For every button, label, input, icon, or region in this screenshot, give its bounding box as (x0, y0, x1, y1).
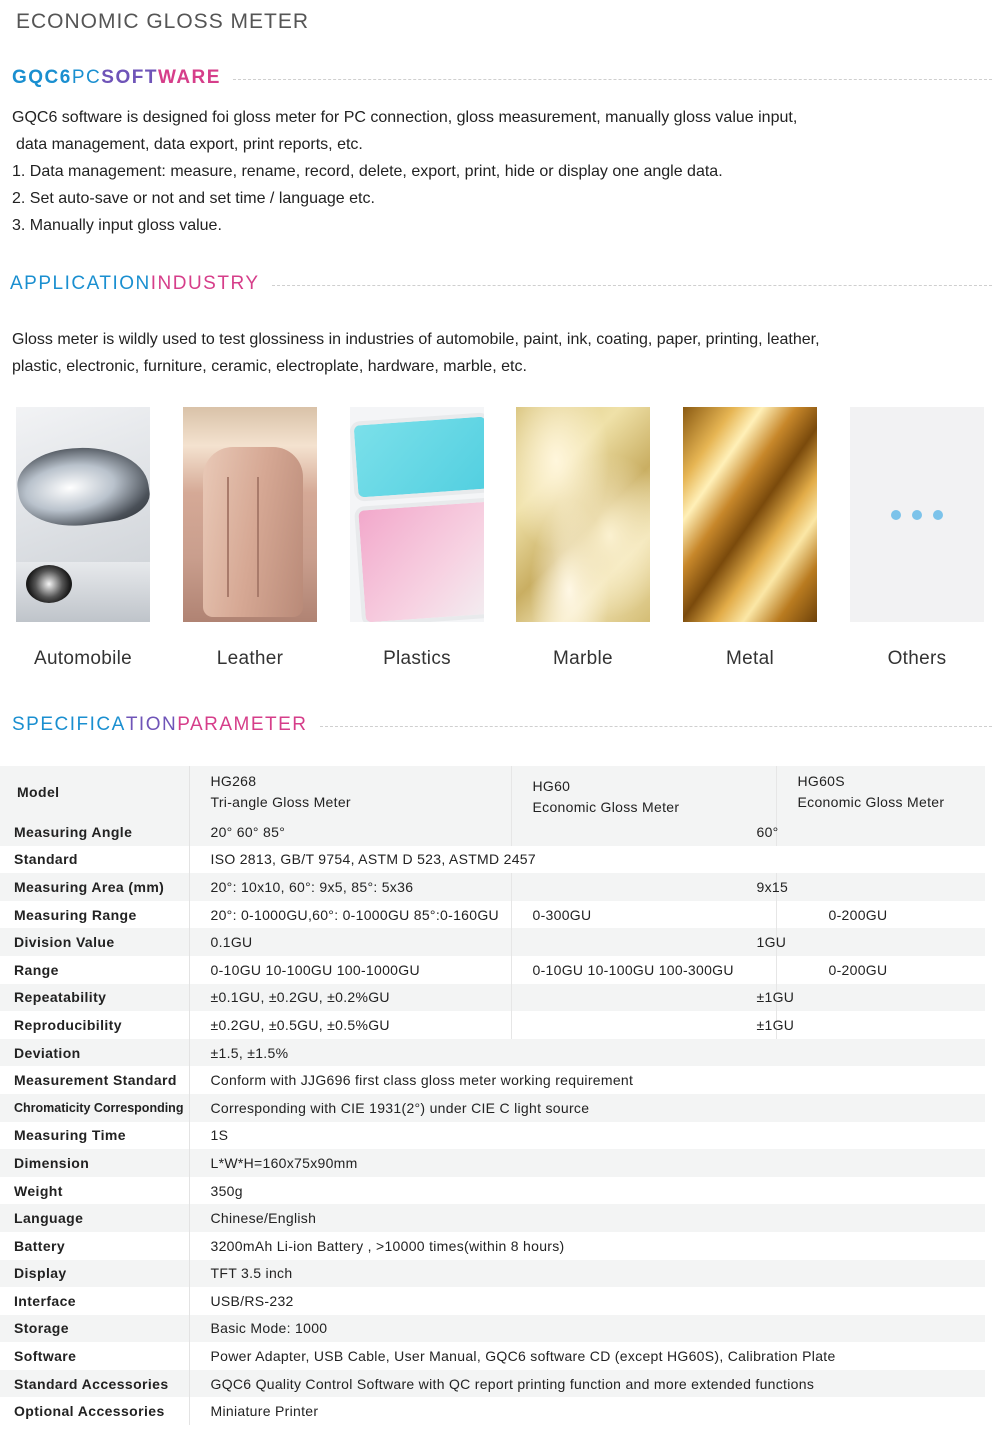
spec-key: Software (0, 1342, 189, 1370)
spec-row (0, 1149, 985, 1177)
spec-row (0, 984, 985, 1012)
spec-key: Display (0, 1260, 189, 1288)
spec-row (0, 846, 985, 874)
spec-row (0, 1370, 985, 1398)
spec-value-hg60 (511, 984, 776, 1012)
software-description (12, 104, 940, 239)
industry-label-leather: Leather (216, 648, 284, 669)
software-title-part-2: PC (71, 67, 102, 88)
spec-row (0, 1011, 985, 1039)
spec-title-part-3: PARAMETER (177, 714, 308, 735)
spec-value-all-models: USB/RS-232 (189, 1287, 985, 1315)
software-line-1: GQC6 software is designed foi gloss meter for PC connection, gloss measurement, manually gloss value input, (12, 109, 798, 126)
spec-value-all-models: Miniature Printer (189, 1397, 985, 1425)
industry-label-others: Others (887, 648, 947, 669)
software-title-part-3: SOFT (101, 67, 158, 88)
software-line-2: data management, data export, print reports, etc. (16, 136, 363, 153)
spec-value-hg268: 0.1GU (189, 928, 511, 956)
spec-key: Division Value (0, 928, 189, 956)
model-hg60s (776, 766, 985, 818)
spec-key: Standard (0, 846, 189, 874)
plastics-image (350, 407, 484, 622)
software-section-title (12, 65, 992, 91)
spec-value-hg60: 0-300GU (511, 901, 776, 929)
spec-key: Measurement Standard (0, 1066, 189, 1094)
spec-value-all-models: Corresponding with CIE 1931(2°) under CIE C light source (189, 1094, 985, 1122)
marble-image (516, 407, 650, 622)
industry-tile-metal (683, 407, 817, 670)
spec-row (0, 928, 985, 956)
automobile-image (16, 407, 150, 622)
spec-value-hg60 (511, 928, 776, 956)
spec-value-hg268: 20°: 10x10, 60°: 9x5, 85°: 5x36 (189, 873, 511, 901)
model-name: HG268 (210, 773, 257, 789)
spec-value-all-models: Power Adapter, USB Cable, User Manual, GQC6 software CD (except HG60S), Calibration Plate (189, 1342, 985, 1370)
model-hg60 (511, 766, 776, 818)
spec-value-all-models: ±1.5, ±1.5% (189, 1039, 985, 1067)
spec-row (0, 873, 985, 901)
spec-row (0, 1177, 985, 1205)
software-line-4: 2. Set auto-save or not and set time / language etc. (12, 190, 375, 207)
spec-value-hg60s: 1GU (776, 928, 985, 956)
industry-tile-others (850, 407, 984, 670)
application-title-part-2: INDUSTRY (150, 273, 260, 294)
spec-section-title (12, 712, 992, 738)
spec-key: Battery (0, 1232, 189, 1260)
spec-row (0, 818, 985, 846)
spec-key: Interface (0, 1287, 189, 1315)
leather-image (183, 407, 317, 622)
section-divider (233, 79, 992, 80)
spec-value-all-models: 3200mAh Li-ion Battery , >10000 times(within 8 hours) (189, 1232, 985, 1260)
spec-value-hg60 (511, 818, 776, 846)
model-description: Economic Gloss Meter (797, 794, 945, 810)
application-line-1: Gloss meter is wildly used to test glossiness in industries of automobile, paint, ink, coating, paper, printing, leather, (12, 331, 820, 348)
spec-key: Optional Accessories (0, 1397, 189, 1425)
spec-value-hg60s: ±1GU (776, 1011, 985, 1039)
spec-value-hg268: 20°: 0-1000GU,60°: 0-1000GU 85°:0-160GU (189, 901, 511, 929)
industry-label-plastics: Plastics (383, 648, 451, 669)
application-section-title (10, 271, 992, 297)
industry-tile-automobile (16, 407, 150, 670)
more-dot-icon (912, 510, 922, 520)
spec-header-row (0, 766, 985, 818)
spec-value-all-models: Conform with JJG696 first class gloss meter working requirement (189, 1066, 985, 1094)
spec-row (0, 1342, 985, 1370)
spec-row (0, 901, 985, 929)
more-dot-icon (891, 510, 901, 520)
spec-key: Deviation (0, 1039, 189, 1067)
specification-table (0, 766, 985, 1425)
spec-header-key: Model (0, 766, 189, 818)
spec-title-part-2: TION (125, 714, 178, 735)
spec-row (0, 1287, 985, 1315)
spec-value-hg60s: 60° (776, 818, 985, 846)
spec-value-all-models: Basic Mode: 1000 (189, 1315, 985, 1343)
spec-key: Standard Accessories (0, 1370, 189, 1398)
industry-tile-plastics (350, 407, 484, 670)
spec-value-hg60 (511, 1011, 776, 1039)
more-dot-icon (933, 510, 943, 520)
spec-key: Measuring Range (0, 901, 189, 929)
spec-key: Range (0, 956, 189, 984)
spec-row (0, 1232, 985, 1260)
spec-row (0, 1260, 985, 1288)
spec-row (0, 1204, 985, 1232)
spec-key: Language (0, 1204, 189, 1232)
spec-row (0, 1315, 985, 1343)
spec-value-hg60s: 9x15 (776, 873, 985, 901)
spec-row (0, 1066, 985, 1094)
application-line-2: plastic, electronic, furniture, ceramic, electroplate, hardware, marble, etc. (12, 358, 527, 375)
spec-key: Dimension (0, 1149, 189, 1177)
spec-row (0, 1094, 985, 1122)
industry-gallery (16, 407, 986, 677)
spec-title-part-1: SPECIFICA (12, 714, 126, 735)
model-name: HG60 (532, 778, 571, 794)
application-title-part-1: APPLICATION (10, 273, 151, 294)
spec-value-hg60 (511, 873, 776, 901)
spec-value-hg268: 20° 60° 85° (189, 818, 511, 846)
spec-value-all-models: Chinese/English (189, 1204, 985, 1232)
industry-label-marble: Marble (553, 648, 613, 669)
spec-key: Storage (0, 1315, 189, 1343)
software-title-part-4: WARE (157, 67, 221, 88)
spec-value-hg268: ±0.2GU, ±0.5GU, ±0.5%GU (189, 1011, 511, 1039)
others-image (850, 407, 984, 622)
spec-value-hg60: 0-10GU 10-100GU 100-300GU (511, 956, 776, 984)
application-description (12, 326, 940, 380)
spec-key: Measuring Area (mm) (0, 873, 189, 901)
industry-label-automobile: Automobile (33, 648, 133, 669)
model-description: Economic Gloss Meter (532, 799, 680, 815)
spec-value-all-models: L*W*H=160x75x90mm (189, 1149, 985, 1177)
spec-key: Reproducibility (0, 1011, 189, 1039)
spec-row (0, 1397, 985, 1425)
section-divider (272, 285, 992, 286)
spec-value-all-models: 1S (189, 1122, 985, 1150)
spec-value-all-models: 350g (189, 1177, 985, 1205)
industry-label-metal: Metal (726, 648, 774, 669)
spec-key: Chromaticity Corresponding (0, 1094, 189, 1122)
spec-key: Weight (0, 1177, 189, 1205)
spec-value-hg268: ±0.1GU, ±0.2GU, ±0.2%GU (189, 984, 511, 1012)
section-divider (320, 726, 992, 727)
spec-row (0, 1039, 985, 1067)
software-title-part-1: GQC6 (12, 67, 72, 88)
spec-value-hg60s: ±1GU (776, 984, 985, 1012)
software-line-3: 1. Data management: measure, rename, record, delete, export, print, hide or display one angle data. (12, 163, 723, 180)
spec-row (0, 956, 985, 984)
spec-key: Measuring Time (0, 1122, 189, 1150)
spec-value-hg268: 0-10GU 10-100GU 100-1000GU (189, 956, 511, 984)
industry-tile-marble (516, 407, 650, 670)
spec-value-hg60s: 0-200GU (776, 901, 985, 929)
spec-value-all-models: ISO 2813, GB/T 9754, ASTM D 523, ASTMD 2457 (189, 846, 985, 874)
industry-tile-leather (183, 407, 317, 670)
software-line-5: 3. Manually input gloss value. (12, 217, 222, 234)
spec-value-hg60s: 0-200GU (776, 956, 985, 984)
spec-row (0, 1122, 985, 1150)
spec-key: Repeatability (0, 984, 189, 1012)
spec-value-all-models: GQC6 Quality Control Software with QC report printing function and more extended functions (189, 1370, 985, 1398)
model-description: Tri-angle Gloss Meter (210, 794, 351, 810)
spec-key: Measuring Angle (0, 818, 189, 846)
spec-value-all-models: TFT 3.5 inch (189, 1260, 985, 1288)
model-name: HG60S (797, 773, 845, 789)
page-header: ECONOMIC GLOSS METER (16, 10, 310, 33)
metal-image (683, 407, 817, 622)
model-hg268 (189, 766, 511, 818)
